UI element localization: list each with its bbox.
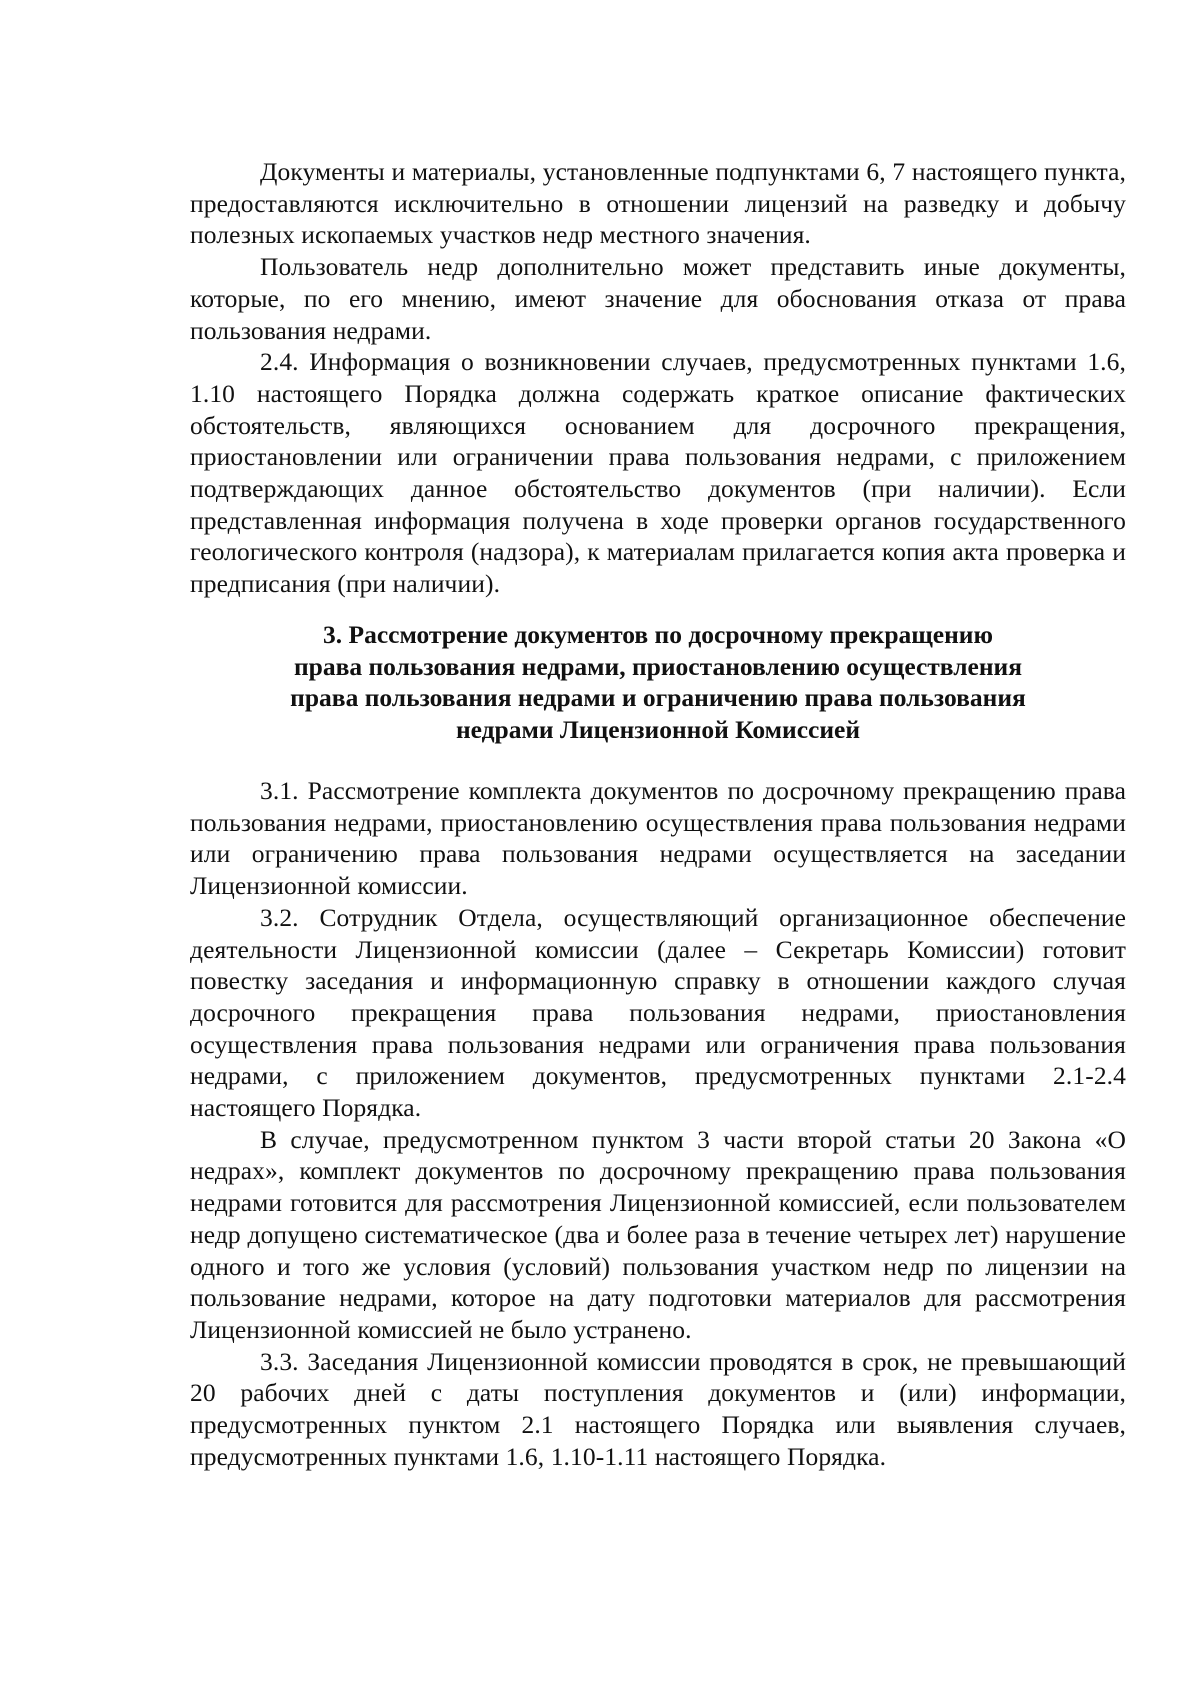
section-3-body	[190, 775, 1126, 1472]
paragraph-law-case: В случае, предусмотренном пунктом 3 части второй статьи 20 Закона «О недрах», комплект документов по досрочному прекращению права пользования недрами готовится для рассмотрения Лицензионной комиссией, если пользователем недр допущено систематическое (два и более раза в течение четырех лет) нарушение одного и того же условия (условий) пользования участком недр по лицензии на пользование недрами, которое на дату подготовки материалов для рассмотрения Лицензионной комиссией не было устранено.	[190, 1124, 1126, 1344]
heading-line: права пользования недрами, приостановлению осуществления	[293, 651, 1023, 681]
paragraph-2-4: 2.4. Информация о возникновении случаев, предусмотренных пунктами 1.6, 1.10 настоящего Порядка должна содержать краткое описание фактических обстоятельств, являющихся основанием для досрочного прекращения, приостановлении или ограничении права пользования недрами, с приложением подтверждающих данное обстоятельство документов (при наличии). Если представленная информация получена в ходе проверки органов государственного геологического контроля (надзора), к материалам прилагается копия акта проверка и предписания (при наличии).	[190, 347, 1126, 599]
section-3-heading	[190, 619, 1126, 746]
paragraph-3-3: 3.3. Заседания Лицензионной комиссии проводятся в срок, не превышающий 20 рабочих дней с даты поступления документов и (или) информации, предусмотренных пунктом 2.1 настоящего Порядка или выявления случаев, предусмотренных пунктами 1.6, 1.10-1.11 настоящего Порядка.	[190, 1346, 1126, 1471]
paragraph-documents-materials: Документы и материалы, установленные подпунктами 6, 7 настоящего пункта, предоставляются исключительно в отношении лицензий на разведку и добычу полезных ископаемых участков недр местного значения.	[190, 157, 1126, 250]
heading-line: недрами Лицензионной Комиссией	[455, 715, 861, 745]
heading-line: права пользования недрами и ограничению права пользования	[290, 683, 1026, 713]
heading-line: 3. Рассмотрение документов по досрочному прекращению	[323, 620, 993, 649]
paragraph-3-1: 3.1. Рассмотрение комплекта документов по досрочному прекращению права пользования недрами, приостановлению осуществления права пользования недрами или ограничению права пользования недрами осуществляется на заседании Лицензионной комиссии.	[190, 776, 1126, 901]
paragraph-3-2: 3.2. Сотрудник Отдела, осуществляющий организационное обеспечение деятельности Лицензионной комиссии (далее – Секретарь Комиссии) готовит повестку заседания и информационную справку в отношении каждого случая досрочного прекращения права пользования недрами, приостановления осуществления права пользования недрами или ограничения права пользования недрами, с приложением документов, предусмотренных пунктами 2.1-2.4 настоящего Порядка.	[190, 902, 1126, 1123]
section-2-continuation	[190, 156, 1126, 600]
paragraph-other-documents: Пользователь недр дополнительно может представить иные документы, которые, по его мнению, имеют значение для обоснования отказа от права пользования недрами.	[190, 252, 1126, 345]
